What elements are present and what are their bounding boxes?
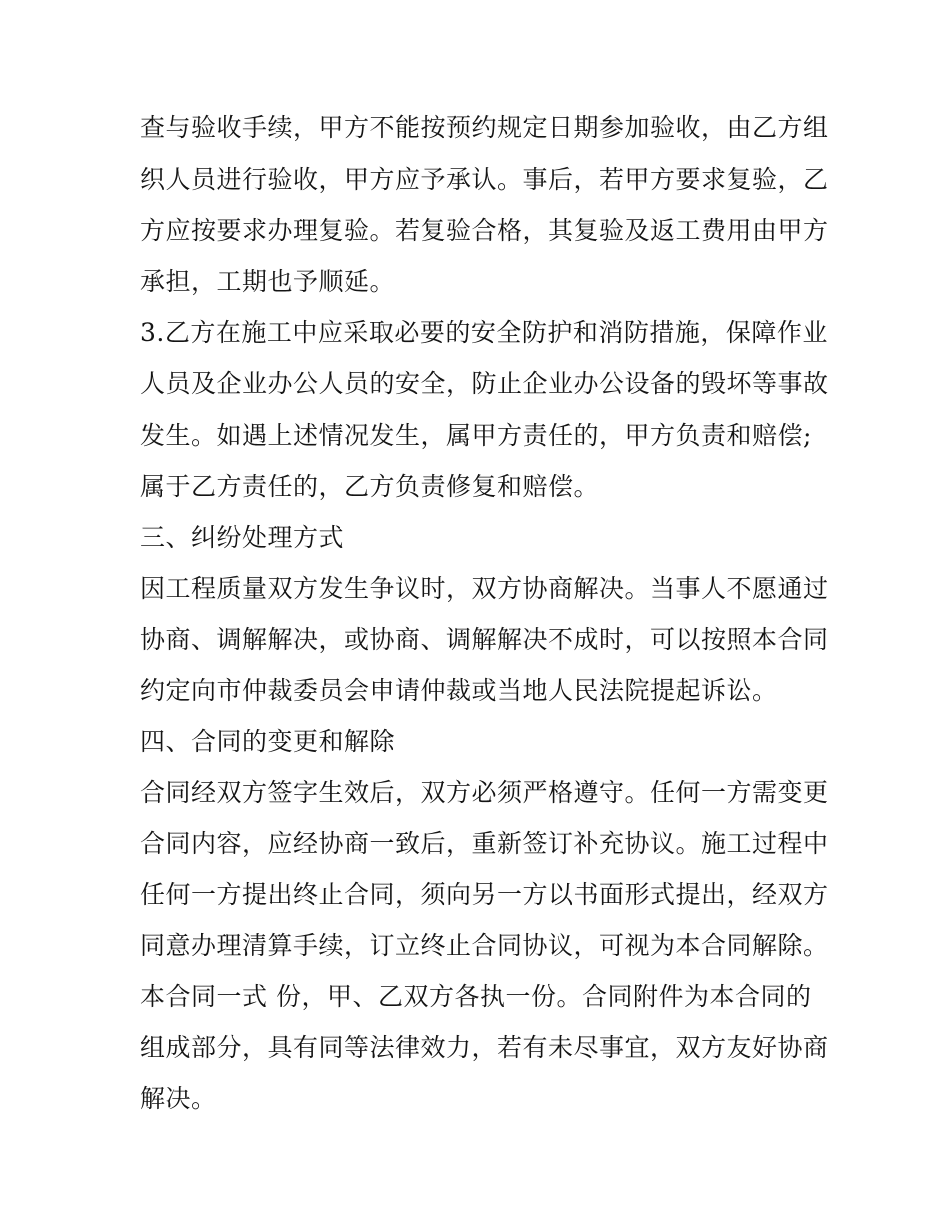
text-line: 人员及企业办公人员的安全，防止企业办公设备的毁坏等事故	[140, 369, 829, 398]
text-line: 合同内容，应经协商一致后，重新签订补充协议。施工过程中	[140, 829, 829, 858]
text-line: 合同经双方签字生效后，双方必须严格遵守。任何一方需变更	[140, 778, 829, 807]
text-line: 发生。如遇上述情况发生，属甲方责任的，甲方负责和赔偿;	[140, 421, 812, 450]
section-heading-change: 四、合同的变更和解除	[140, 727, 396, 756]
text-line: 属于乙方责任的，乙方负责修复和赔偿。	[140, 472, 600, 501]
text-line: 查与验收手续，甲方不能按预约规定日期参加验收，由乙方组	[140, 113, 829, 142]
clause-3-line: 3.乙方在施工中应采取必要的安全防护和消防措施，保障作业	[140, 318, 828, 347]
text-line: 解决。	[140, 1084, 217, 1113]
text-line: 承担，工期也予顺延。	[140, 267, 396, 296]
text-line: 任何一方提出终止合同，须向另一方以书面形式提出，经双方	[140, 880, 829, 909]
section-heading-dispute: 三、纠纷处理方式	[140, 523, 345, 552]
text-line: 方应按要求办理复验。若复验合格，其复验及返工费用由甲方	[140, 216, 829, 245]
text-line: 同意办理清算手续，订立终止合同协议，可视为本合同解除。	[140, 931, 829, 960]
text-line: 本合同一式 份，甲、乙双方各执一份。合同附件为本合同的	[140, 982, 812, 1011]
text-line: 织人员进行验收，甲方应予承认。事后，若甲方要求复验，乙	[140, 165, 829, 194]
text-line: 约定向市仲裁委员会申请仲裁或当地人民法院提起诉讼。	[140, 676, 778, 705]
text-line: 协商、调解解决，或协商、调解解决不成时，可以按照本合同	[140, 625, 829, 654]
text-line: 因工程质量双方发生争议时，双方协商解决。当事人不愿通过	[140, 574, 829, 603]
text-line: 组成部分，具有同等法律效力，若有未尽事宜，双方友好协商	[140, 1033, 829, 1062]
